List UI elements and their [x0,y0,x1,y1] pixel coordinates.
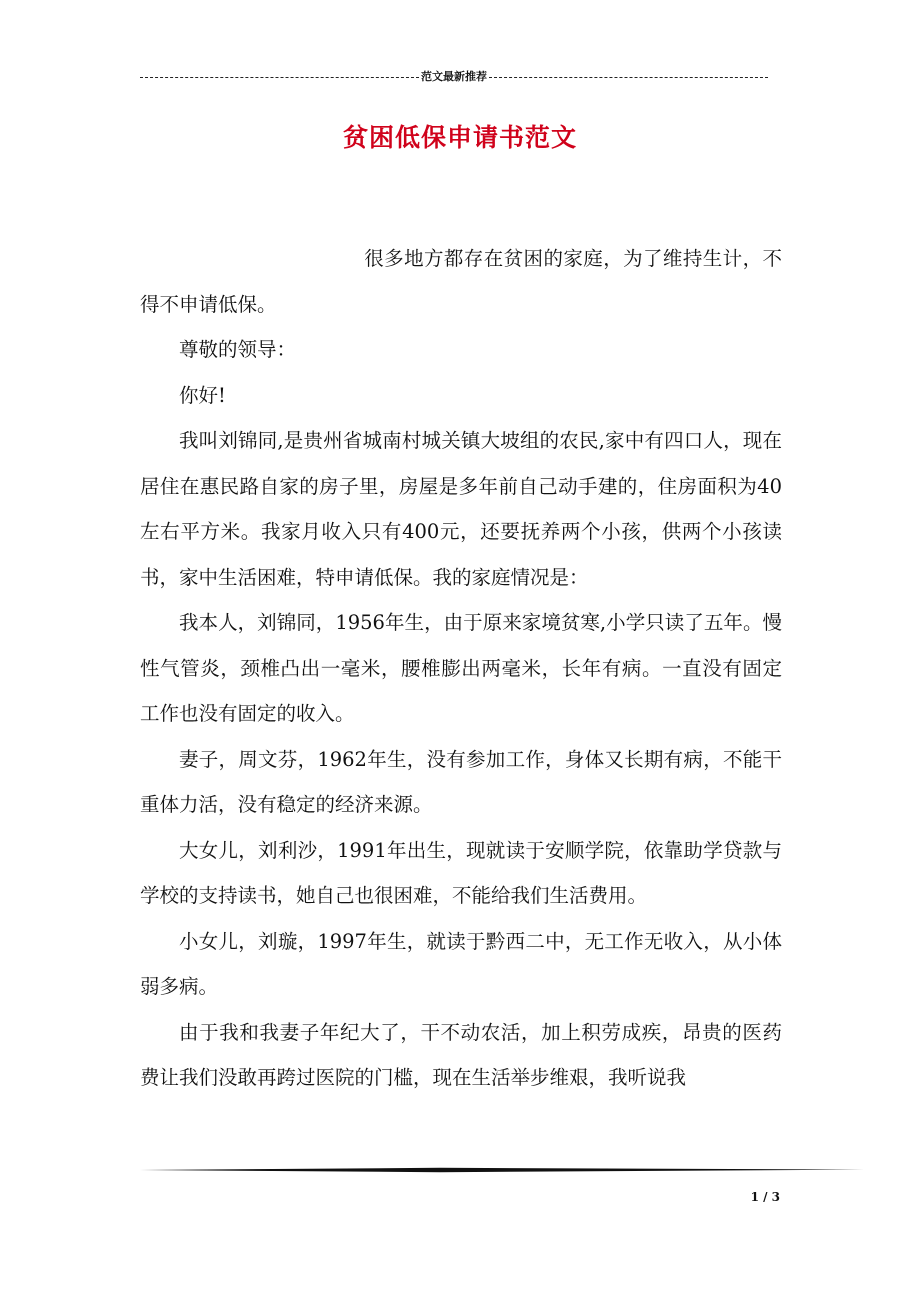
footer-rule [140,1166,864,1174]
body-paragraph: 我叫刘锦同,是贵州省城南村城关镇大坡组的农民,家中有四口人，现在居住在惠民路自家的房子里，房屋是多年前自己动手建的，住房面积为40左右平方米。我家月收入只有400元，还要抚养两个小孩，供两个小孩读书，家中生活困难，特申请低保。我的家庭情况是： [140,429,782,589]
page-header [140,68,768,86]
header-label: 范文最新推荐 [421,70,487,83]
body-paragraph: 小女儿，刘璇，1997年生，就读于黔西二中，无工作无收入，从小体弱多病。 [140,929,782,998]
body-paragraph: 大女儿，刘利沙，1991年出生，现就读于安顺学院，依靠助学贷款与学校的支持读书，她自己也很困难，不能给我们生活费用。 [140,838,782,907]
page-number: 1 / 3 [750,1190,780,1204]
header-dash-left [140,77,419,78]
intro-paragraph: 很多地方都存在贫困的家庭，为了维持生计，不得不申请低保。 [140,247,782,316]
body-paragraph: 我本人，刘锦同，1956年生，由于原来家境贫寒,小学只读了五年。慢性气管炎，颈椎凸出一毫米，腰椎膨出两毫米，长年有病。一直没有固定工作也没有固定的收入。 [140,611,782,725]
document-title: 贫困低保申请书范文 [342,123,577,152]
greeting: 你好! [179,383,226,407]
body-paragraph: 由于我和我妻子年纪大了，干不动农活，加上积劳成疾，昂贵的医药费让我们没敢再跨过医院的门槛，现在生活举步维艰，我听说我 [140,1020,782,1089]
document-body [140,236,782,1101]
header-dash-right [489,77,768,78]
body-paragraph: 妻子，周文芬，1962年生，没有参加工作，身体又长期有病，不能干重体力活，没有稳定的经济来源。 [140,747,782,816]
salutation: 尊敬的领导： [179,338,297,361]
